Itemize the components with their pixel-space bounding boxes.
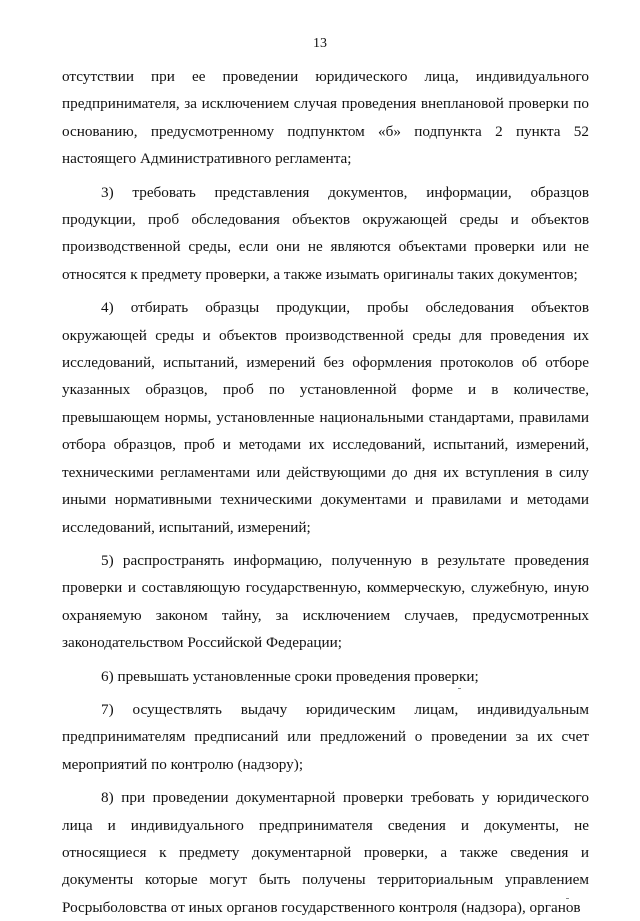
paragraph-item-3: 3) требовать представления документов, информации, образцов продукции, проб обследования объектов окружающей среды и объектов производственной среды, если они не являются объектами проверки или не относятся к предмету проверки, а также изымать оригиналы таких документов; [62, 183, 589, 283]
paragraph-item-6: 6) превышать установленные сроки проведения проверки; [101, 667, 479, 685]
scan-speck [458, 688, 461, 689]
paragraph-item-8: 8) при проведении документарной проверки требовать у юридического лица и индивидуального предпринимателя сведения и документы, не относящиеся к предмету документарной проверки, а также сведения и документы которые могут быть получены территориальным управлением Росрыболовства от иных органов государственного контроля (надзора), органов [62, 789, 589, 916]
paragraph-item-4: 4) отбирать образцы продукции, пробы обследования объектов окружающей среды и объектов производственной среды для проведения их исследований, испытаний, измерений без оформления протоколов об отборе указанных образцов, проб по установленной форме и в количестве, превышающем нормы, установленные национальными стандартами, правилами отбора образцов, проб и методами их исследований, испытаний, измерений, техническими регламентами или действующими до дня их вступления в силу иными нормативными техническими документами и правилами и методами исследований, испытаний, измерений; [62, 299, 589, 536]
paragraph-item-5: 5) распространять информацию, полученную в результате проведения проверки и составляющую государственную, коммерческую, служебную, иную охраняемую законом тайну, за исключением случаев, предусмотренных законодательством Российской Федерации; [62, 551, 589, 652]
document-body [62, 63, 589, 921]
paragraph-continuation: отсутствии при ее проведении юридического лица, индивидуального предпринимателя, за исключением случая проведения внеплановой проверки по основанию, предусмотренному подпунктом «б» подпункта 2 пункта 52 настоящего Административного регламента; [62, 68, 589, 168]
page-number: 13 [313, 36, 327, 51]
paragraph-item-7: 7) осуществлять выдачу юридическим лицам, индивидуальным предпринимателям предписаний или предложений о проведении за их счет мероприятий по контролю (надзору); [62, 700, 589, 773]
scan-speck [566, 898, 569, 899]
